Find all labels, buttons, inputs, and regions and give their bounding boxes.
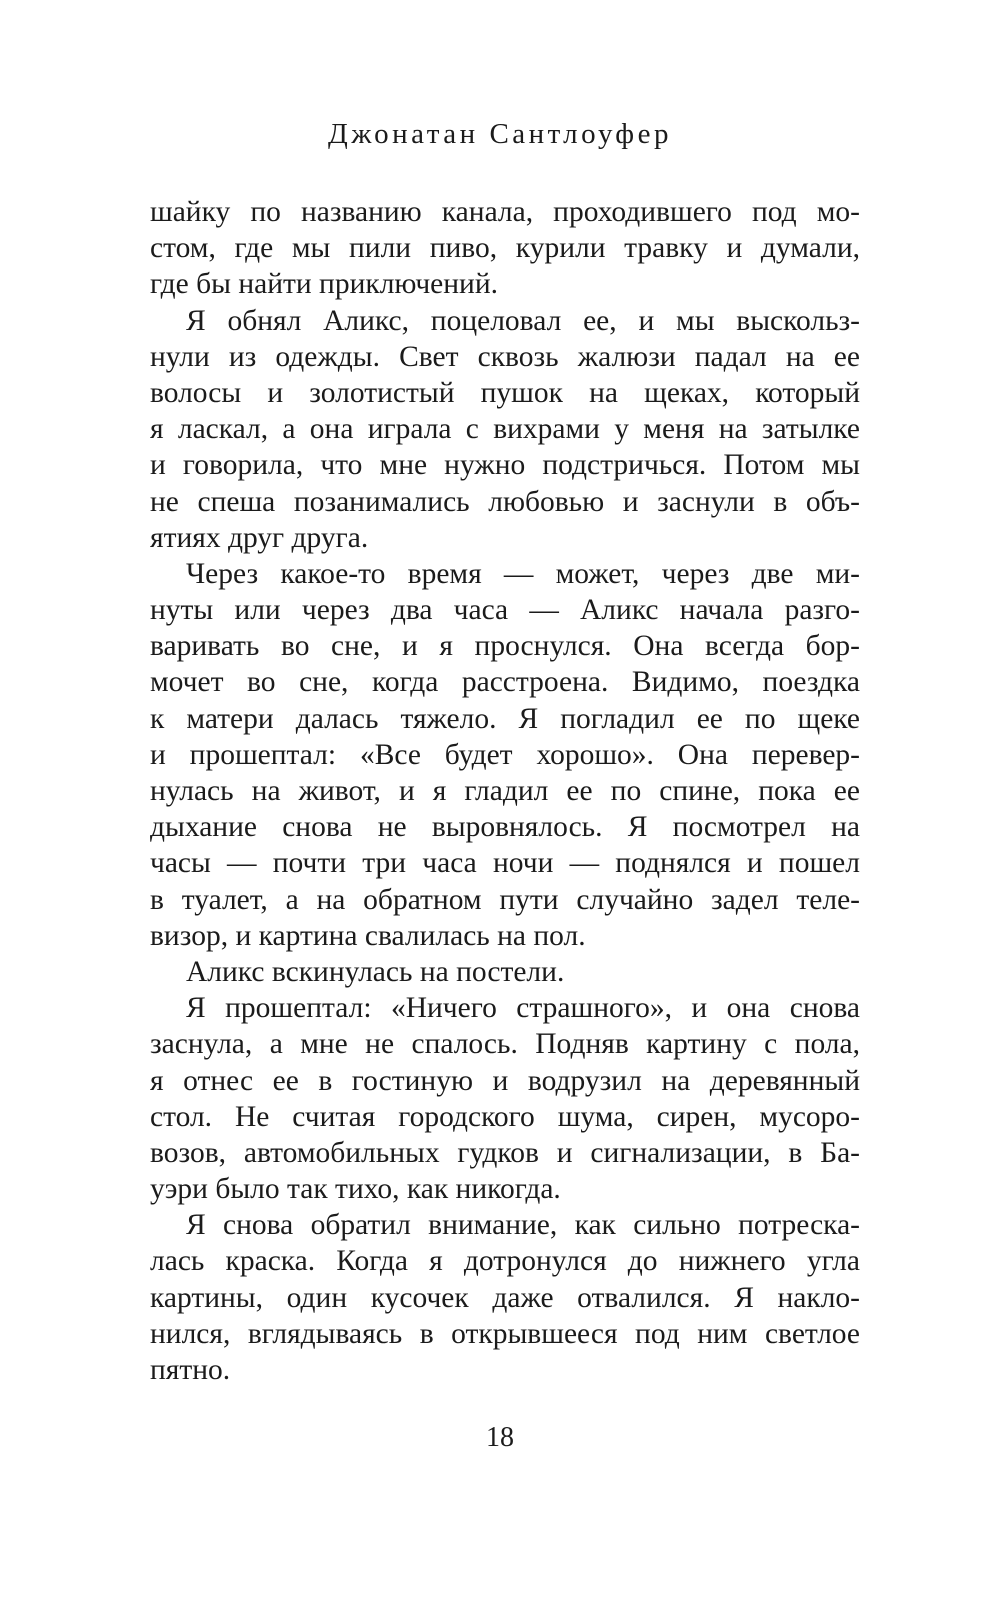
text-line: лась краска. Когда я дотронулся до нижнего угла	[150, 1245, 860, 1278]
text-line: ятиях друг друга.	[150, 521, 369, 554]
text-line: где бы найти приключений.	[150, 268, 498, 301]
text-line: не спеша позанимались любовью и заснули в объ-	[150, 485, 860, 518]
text-line: уэри было так тихо, как никогда.	[150, 1173, 561, 1206]
text-line: нулась на живот, и я гладил ее по спине, пока ее	[150, 775, 860, 807]
page-number: 18	[486, 1422, 514, 1453]
text-line: и прошептал: «Все будет хорошо». Она перевер-	[150, 738, 860, 771]
text-line: варивать во сне, и я проснулся. Она всегда бор-	[150, 630, 860, 663]
body-text	[150, 194, 860, 1388]
text-line: визор, и картина свалилась на пол.	[150, 919, 586, 952]
text-line: стом, где мы пили пиво, курили травку и думали,	[150, 232, 860, 265]
text-line: я ласкал, а она играла с вихрами у меня на затылке	[150, 413, 860, 446]
text-line: дыхание снова не выровнялось. Я посмотрел на	[150, 811, 860, 844]
text-line: картины, один кусочек даже отвалился. Я накло-	[150, 1281, 860, 1314]
text-line: и говорила, что мне нужно подстричься. Потом мы	[150, 449, 860, 482]
text-line: часы — почти три часа ночи — поднялся и пошел	[150, 847, 860, 880]
text-line: нули из одежды. Свет сквозь жалюзи падал на ее	[150, 340, 860, 373]
text-line: нился, вглядываясь в открывшееся под ним светлое	[150, 1317, 860, 1350]
text-line: волосы и золотистый пушок на щеках, который	[150, 376, 860, 409]
text-line: пятно.	[150, 1354, 231, 1386]
text-line: к матери далась тяжело. Я погладил ее по щеке	[150, 702, 860, 735]
paragraph-first-line: Я обнял Аликс, поцеловал ее, и мы выскольз-	[186, 304, 860, 337]
running-head-author: Джонатан Сантлоуфер	[328, 118, 672, 150]
text-line: стол. Не считая городского шума, сирен, мусоро-	[150, 1100, 860, 1133]
text-line: в туалет, а на обратном пути случайно задел теле-	[150, 883, 860, 916]
text-line: я отнес ее в гостиную и водрузил на деревянный	[150, 1064, 860, 1097]
text-line: мочет во сне, когда расстроена. Видимо, поездка	[150, 666, 860, 699]
text-line: шайку по названию канала, проходившего под мо-	[150, 196, 860, 228]
text-line: возов, автомобильных гудков и сигнализации, в Ба-	[150, 1136, 860, 1169]
paragraph-first-line: Я прошептал: «Ничего страшного», и она снова	[186, 992, 860, 1025]
paragraph-first-line: Через какое-то время — может, через две ми-	[186, 557, 860, 590]
paragraph-first-line: Я снова обратил внимание, как сильно потреска-	[186, 1209, 860, 1242]
text-line: заснула, а мне не спалось. Подняв картину с пола,	[150, 1028, 860, 1061]
text-line: нуты или через два часа — Аликс начала разго-	[150, 594, 860, 627]
paragraph-first-line: Аликс вскинулась на постели.	[186, 955, 565, 988]
